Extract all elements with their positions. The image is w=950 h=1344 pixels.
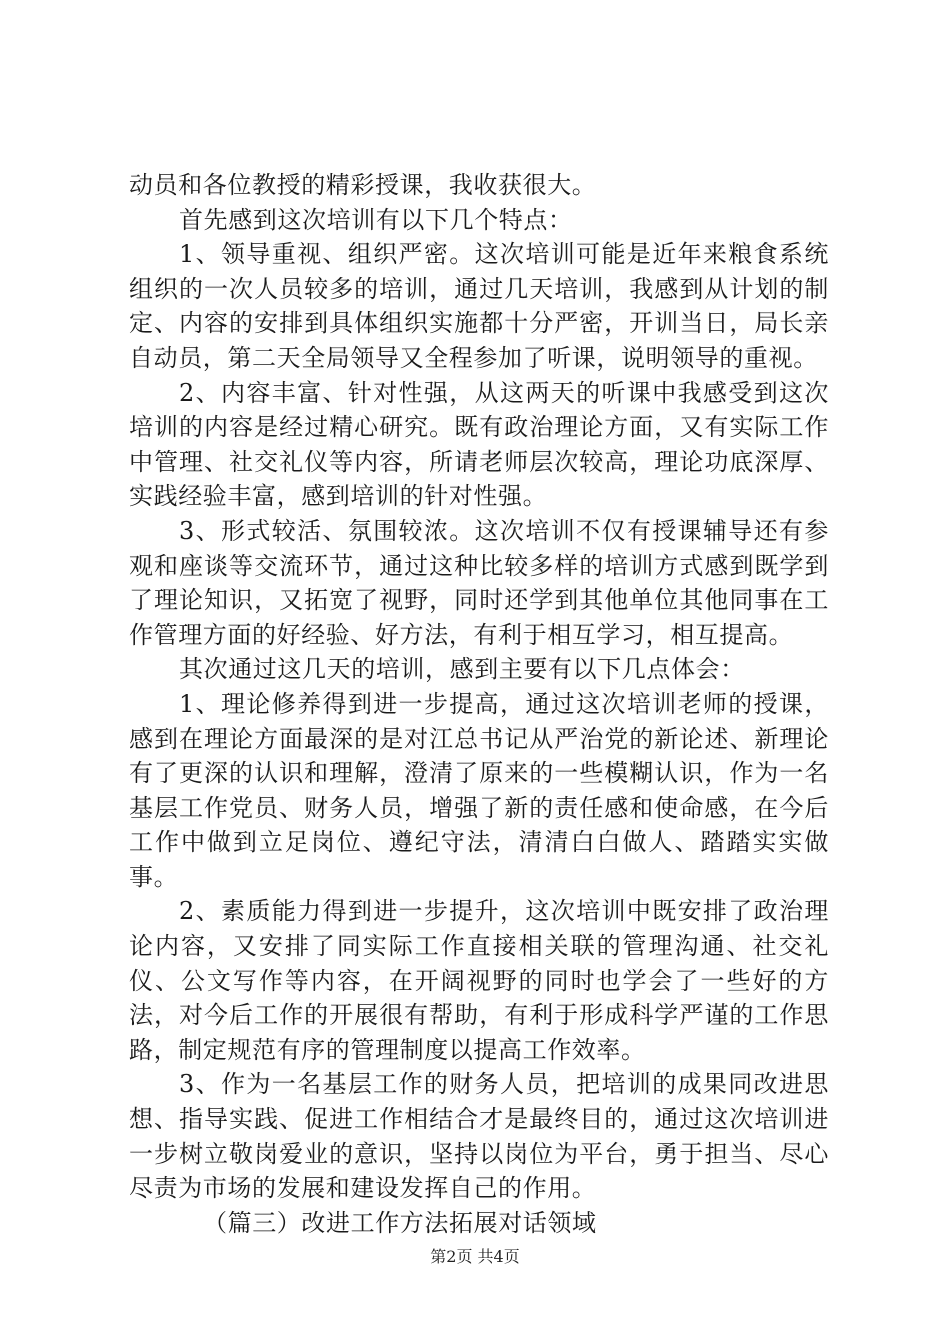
paragraph-2: 首先感到这次培训有以下几个特点： <box>179 205 573 234</box>
paragraph-3: 1、领导重视、组织严密。这次培训可能是近年来粮食系统组织的一次人员较多的培训，通过几天培训，我感到从计划的制定、内容的安排到具体组织实施都十分严密，开训当日，局长亲自动员，第二天全局领导又全程参加了听课，说明领导的重视。 <box>129 240 829 372</box>
section-heading: （篇三）改进工作方法拓展对话领域 <box>203 1208 597 1237</box>
paragraph-5: 3、形式较活、氛围较浓。这次培训不仅有授课辅导还有参观和座谈等交流环节，通过这种比较多样的培训方式感到既学到了理论知识，又拓宽了视野，同时还学到其他单位其他同事在工作管理方面的好经验、好方法，有利于相互学习，相互提高。 <box>129 516 829 649</box>
paragraph-4: 2、内容丰富、针对性强，从这两天的听课中我感受到这次培训的内容是经过精心研究。既有政治理论方面，又有实际工作中管理、社交礼仪等内容，所请老师层次较高，理论功底深厚、实践经验丰富，感到培训的针对性强。 <box>129 378 829 511</box>
paragraph-8: 2、素质能力得到进一步提升，这次培训中既安排了政治理论内容，又安排了同实际工作直接相关联的管理沟通、社交礼仪、公文写作等内容，在开阔视野的同时也学会了一些好的方法，对今后工作的开展很有帮助，有利于形成科学严谨的工作思路，制定规范有序的管理制度以提高工作效率。 <box>129 897 829 1064</box>
paragraph-1: 动员和各位教授的精彩授课，我收获很大。 <box>129 171 597 199</box>
document-body <box>129 168 829 1240</box>
paragraph-9: 3、作为一名基层工作的财务人员，把培训的成果同改进思想、指导实践、促进工作相结合才是最终目的，通过这次培训进一步树立敬岗爱业的意识，坚持以岗位为平台，勇于担当、尽心尽责为市场的发展和建设发挥自己的作用。 <box>129 1070 829 1203</box>
paragraph-6: 其次通过这几天的培训，感到主要有以下几点体会： <box>179 655 745 684</box>
page-number-footer: 第2页 共4页 <box>430 1247 520 1266</box>
paragraph-7: 1、理论修养得到进一步提高，通过这次培训老师的授课，感到在理论方面最深的是对江总书记从严治党的新论述、新理论有了更深的认识和理解，澄清了原来的一些模糊认识，作为一名基层工作党员、财务人员，增强了新的责任感和使命感，在今后工作中做到立足岗位、遵纪守法，清清白白做人、踏踏实实做事。 <box>129 689 829 891</box>
